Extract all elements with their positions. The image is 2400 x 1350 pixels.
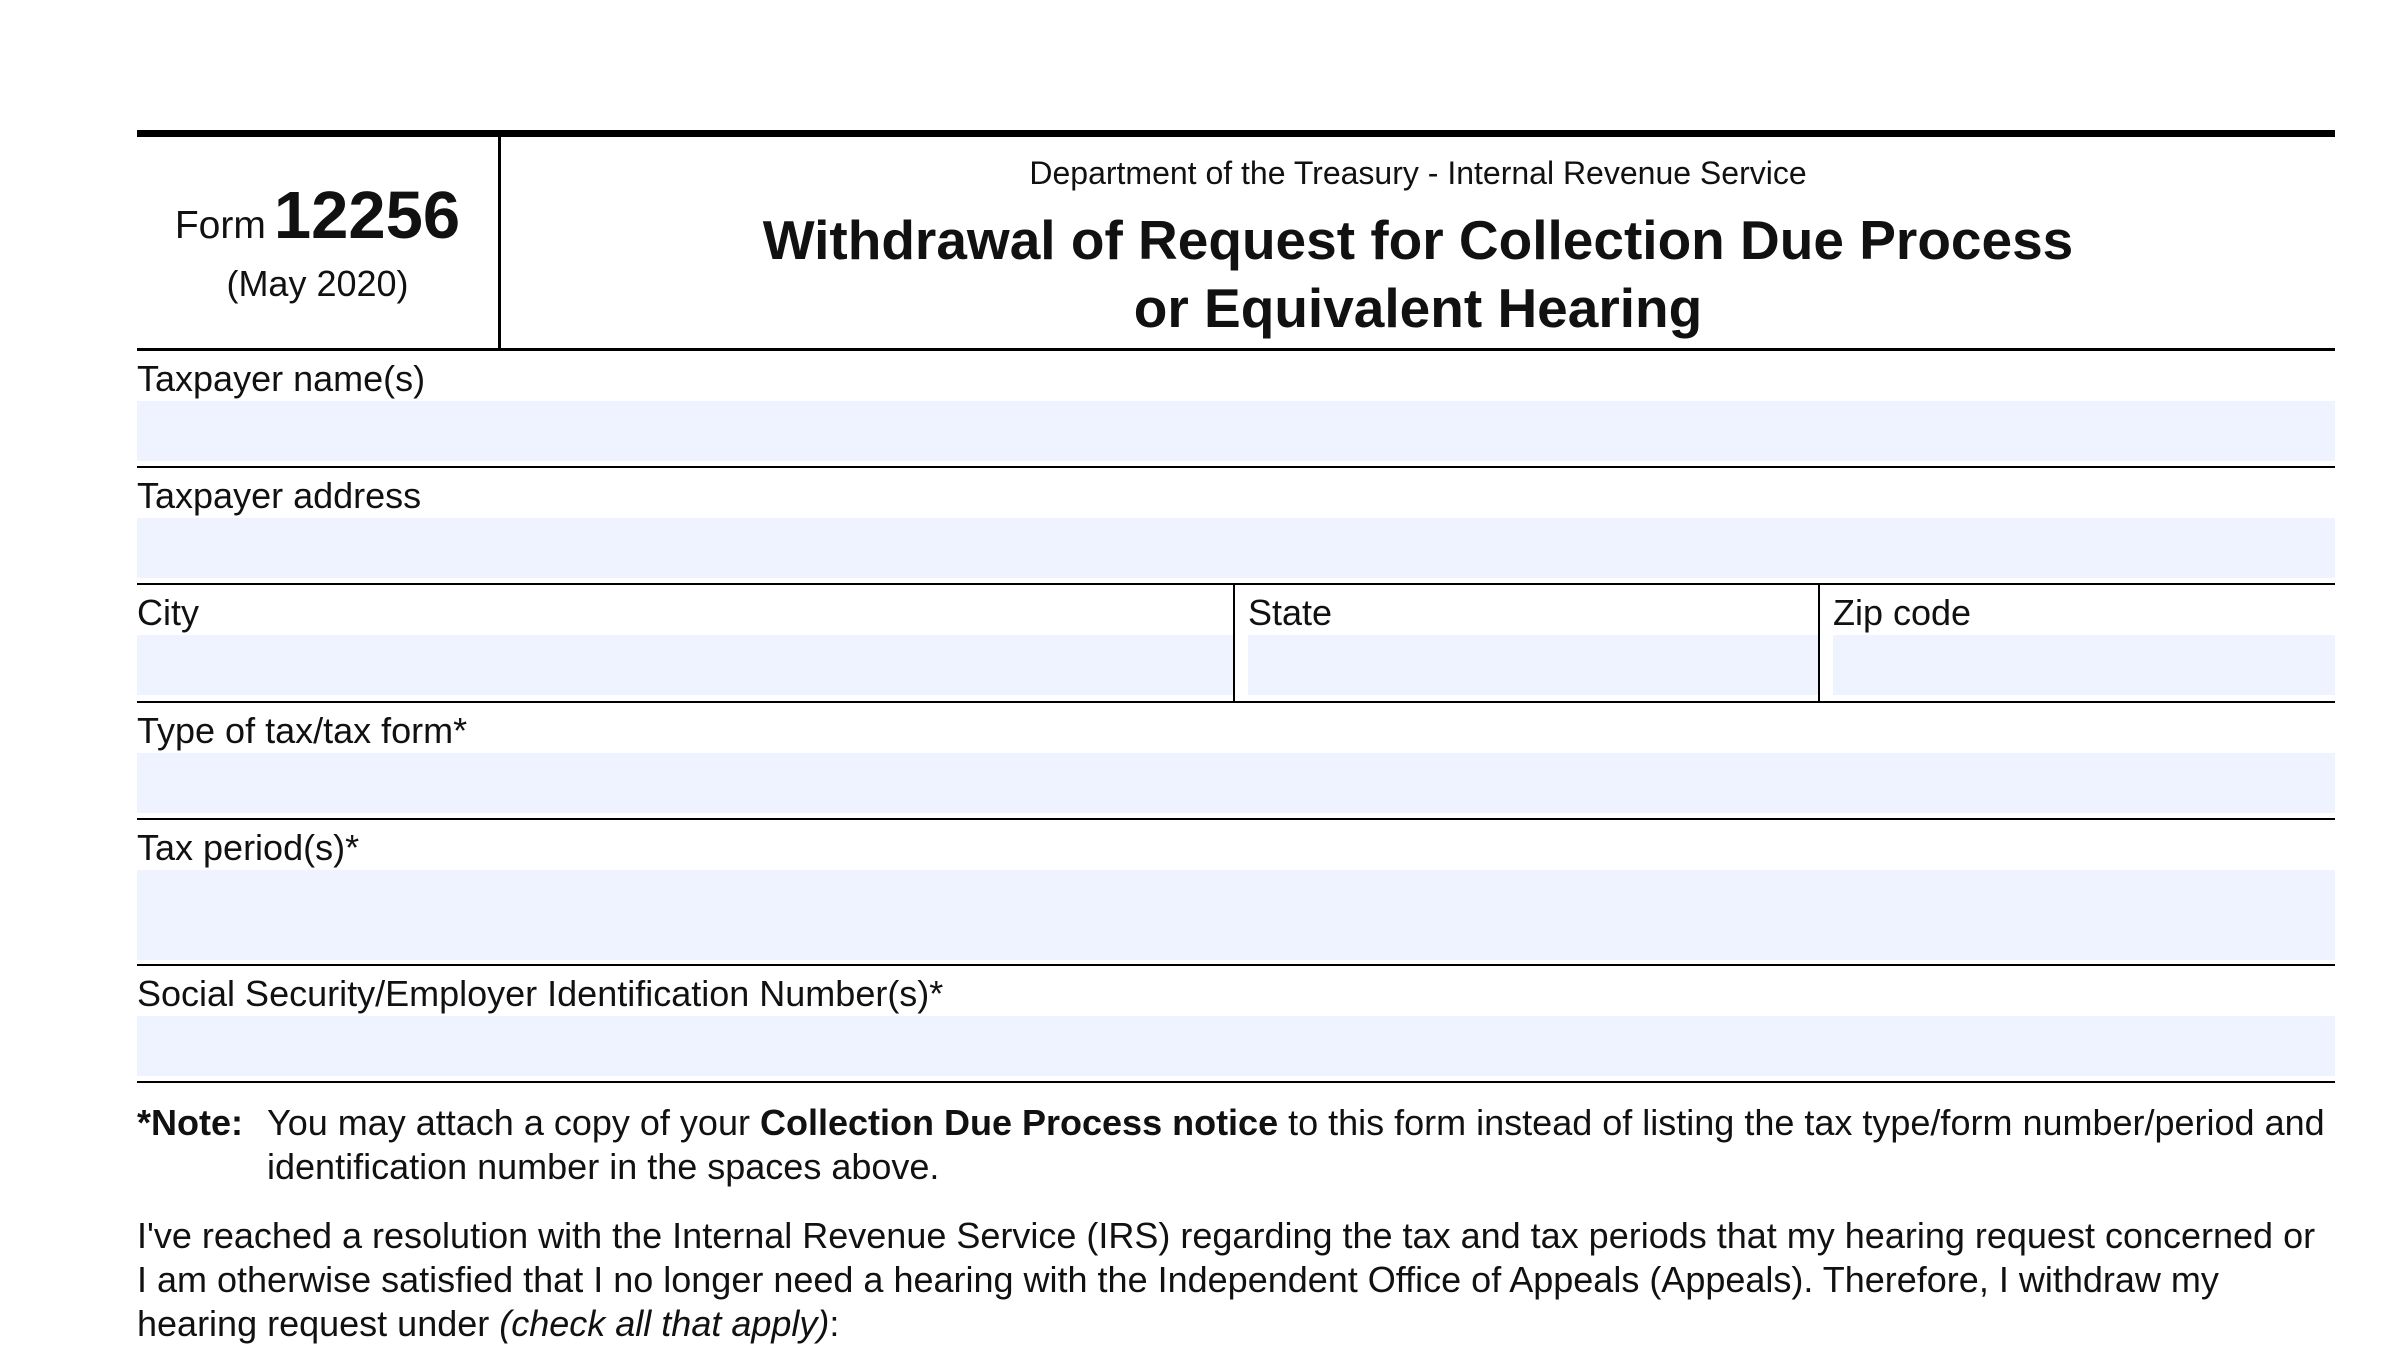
zip-label: Zip code <box>1833 592 1972 633</box>
tax-periods-row <box>137 820 2335 966</box>
statement-colon: : <box>829 1303 840 1344</box>
taxpayer-address-row <box>137 468 2335 585</box>
form-identifier <box>137 137 501 348</box>
state-label: State <box>1248 592 1333 633</box>
form-title-line1: Withdrawal of Request for Collection Due Process <box>762 209 2074 271</box>
tax-periods-label: Tax period(s)* <box>137 827 360 868</box>
withdrawal-statement <box>137 1214 2335 1346</box>
tax-periods-field[interactable] <box>137 870 2335 960</box>
form-revision-date: (May 2020) <box>226 263 409 304</box>
zip-column <box>1820 585 2335 701</box>
state-column <box>1235 585 1820 701</box>
form-number: 12256 <box>273 178 461 253</box>
tax-type-row <box>137 703 2335 820</box>
note-text-before: You may attach a copy of your <box>267 1102 760 1143</box>
note-label: *Note: <box>137 1102 243 1143</box>
taxpayer-address-field[interactable] <box>137 518 2335 578</box>
city-state-zip-row <box>137 585 2335 703</box>
form-number-line <box>137 177 498 254</box>
city-field[interactable] <box>137 635 1233 695</box>
taxpayer-address-label: Taxpayer address <box>137 475 422 516</box>
city-column <box>137 585 1235 701</box>
note-text-after: to this form instead of listing the tax type/form number/period and identification number in the spaces above. <box>267 1102 2325 1187</box>
taxpayer-names-field[interactable] <box>137 401 2335 461</box>
note-bold-text: Collection Due Process notice <box>759 1102 1279 1143</box>
form-page <box>137 130 2335 1346</box>
ssn-ein-row <box>137 966 2335 1083</box>
taxpayer-names-label: Taxpayer name(s) <box>137 358 426 399</box>
tax-type-label: Type of tax/tax form* <box>137 710 468 751</box>
department-name: Department of the Treasury - Internal Revenue Service <box>1029 155 1807 191</box>
form-word: Form <box>174 204 266 247</box>
city-label: City <box>137 592 199 633</box>
form-header <box>137 130 2335 351</box>
taxpayer-names-row <box>137 351 2335 468</box>
form-title <box>501 206 2335 342</box>
note-text <box>267 1101 2337 1189</box>
tax-type-field[interactable] <box>137 753 2335 813</box>
zip-field[interactable] <box>1833 635 2335 695</box>
statement-italic-text: (check all that apply) <box>499 1303 830 1344</box>
ssn-ein-field[interactable] <box>137 1016 2335 1076</box>
statement-text: I've reached a resolution with the Internal Revenue Service (IRS) regarding the tax and tax periods that my hearing request concerned or I am otherwise satisfied that I no longer need a hearing with the Independent Office of Appeals (Appeals). Therefore, I withdraw my hearing request under <box>137 1215 2316 1344</box>
form-title-line2: or Equivalent Hearing <box>1133 277 1703 339</box>
state-field[interactable] <box>1248 635 1818 695</box>
ssn-ein-label: Social Security/Employer Identification Number(s)* <box>137 973 944 1014</box>
title-block <box>501 137 2335 342</box>
note-block <box>137 1101 2335 1189</box>
